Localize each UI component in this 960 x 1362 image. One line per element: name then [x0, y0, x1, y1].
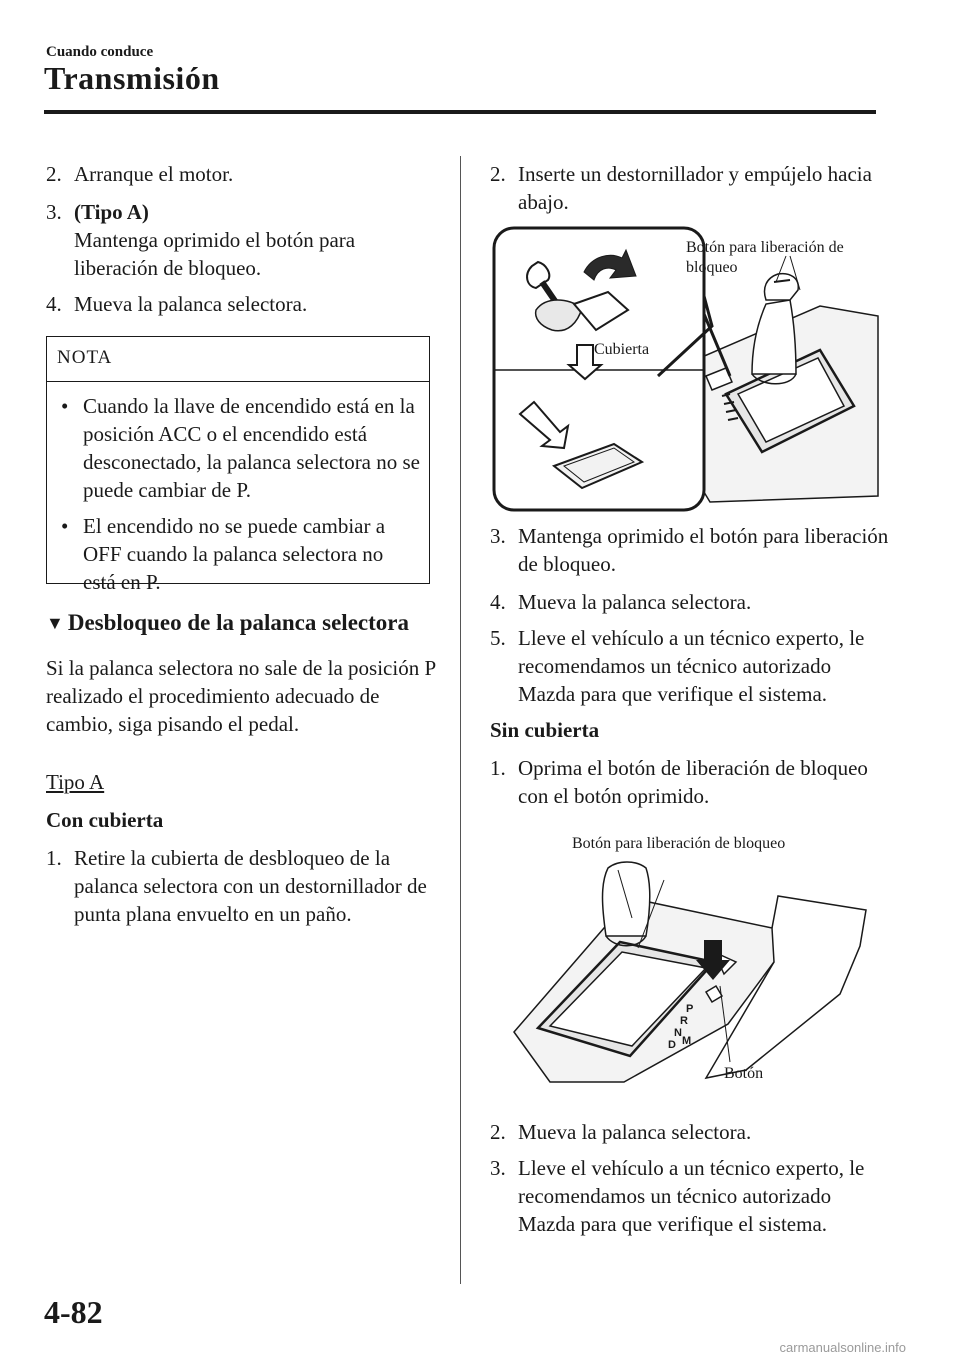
- section-label: Cuando conduce: [46, 44, 154, 60]
- step-type-a: 3. (Tipo A) Mantenga oprimido el botón para liberación de bloqueo.: [46, 200, 356, 280]
- note-box: [46, 336, 430, 594]
- chapter-title: Transmisión: [44, 60, 220, 96]
- section-heading: ▼ Desbloqueo de la palanca selectora: [46, 610, 409, 635]
- type-label: Tipo A: [46, 770, 105, 794]
- step-insert-screwdriver: 2. Inserte un destornillador y empújelo hacia abajo.: [490, 162, 872, 214]
- figure1-label-release-button: Botón para liberación de bloqueo: [686, 239, 844, 276]
- shift-console-graphic: [514, 862, 866, 1082]
- figure2-label-release-button: Botón para liberación de bloqueo: [572, 835, 786, 852]
- type-a-label: (Tipo A): [74, 200, 149, 224]
- step-hold-release: 3. Mantenga oprimido el botón para liberación de bloqueo.: [490, 524, 889, 576]
- step-take-vehicle-2: 3. Lleve el vehículo a un técnico experto, le recomendamos un técnico autorizado Mazda para que verifique el sistema.: [490, 1156, 865, 1236]
- gate-letter: R: [680, 1015, 688, 1027]
- figure1-label-cover: Cubierta: [594, 341, 650, 358]
- gate-letter: P: [686, 1003, 694, 1015]
- without-cover-heading: Sin cubierta: [490, 718, 600, 742]
- intro-paragraph: Si la palanca selectora no sale de la posición P realizado el procedimiento adecuado de cambio, siga pisando el pedal.: [46, 656, 436, 736]
- step-move-lever-2: 4. Mueva la palanca selectora.: [490, 590, 752, 614]
- figure2-label-button: Botón: [724, 1065, 764, 1082]
- watermark: carmanualsonline.info: [779, 1340, 906, 1355]
- header-rule: [44, 110, 876, 114]
- gate-letter: D: [668, 1039, 676, 1051]
- gate-letter: N: [674, 1027, 682, 1039]
- page-number: 4-82: [44, 1294, 103, 1330]
- column-divider: [460, 156, 461, 1284]
- step-remove-cover: 1. Retire la cubierta de desbloqueo de la palanca selectora con un destornillador de punta plana envuelto en un paño.: [46, 846, 427, 926]
- figure-no-cover: [510, 856, 880, 1092]
- note-item: • Cuando la llave de encendido está en la posición ACC o el encendido está desconectado, la palanca selectora no se puede cambiar de P.: [61, 394, 420, 502]
- step-take-vehicle: 5. Lleve el vehículo a un técnico experto, le recomendamos un técnico autorizado Mazda para que verifique el sistema.: [490, 626, 865, 706]
- note-item: • El encendido no se puede cambiar a OFF cuando la palanca selectora no está en P.: [61, 514, 386, 594]
- triangle-icon: ▼: [46, 612, 64, 633]
- step-start-engine: 2. Arranque el motor.: [46, 162, 234, 186]
- step-press-button: 1. Oprima el botón de liberación de bloqueo con el botón oprimido.: [490, 756, 868, 808]
- note-title: NOTA: [57, 347, 113, 368]
- gate-letter: M: [682, 1035, 692, 1047]
- step-move-lever-3: 2. Mueva la palanca selectora.: [490, 1120, 752, 1144]
- step-move-lever: 4. Mueva la palanca selectora.: [46, 292, 308, 316]
- with-cover-heading: Con cubierta: [46, 808, 164, 832]
